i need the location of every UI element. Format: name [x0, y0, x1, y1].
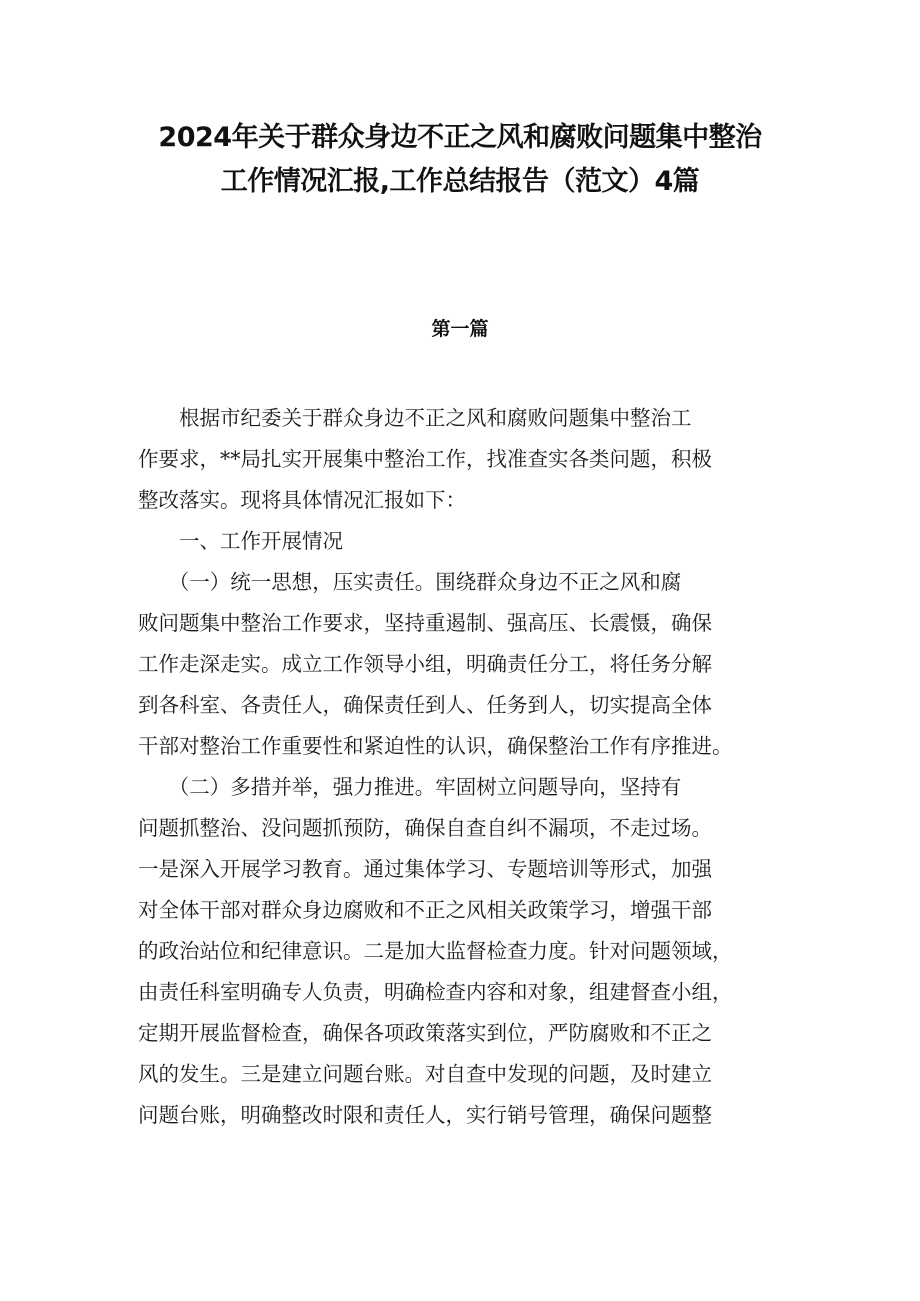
text-line: 定期开展监督检查，确保各项政策落实到位，严防腐败和不正之: [138, 1021, 712, 1045]
text-line: 到各科室、各责任人，确保责任到人、任务到人，切实提高全体: [138, 693, 712, 717]
text-line: 一是深入开展学习教育。通过集体学习、专题培训等形式，加强: [138, 857, 712, 881]
document-title-line-2: 工作情况汇报,工作总结报告（范文）4篇: [220, 166, 700, 197]
text-line: 整改落实。现将具体情况汇报如下：: [138, 488, 466, 512]
text-line: （二）多措并举，强力推进。牢固树立问题导向，坚持有: [138, 775, 682, 799]
text-line: 根据市纪委关于群众身边不正之风和腐败问题集中整治工: [138, 406, 692, 430]
section-heading: 第一篇: [431, 318, 489, 340]
document-title-line-1: 2024年关于群众身边不正之风和腐败问题集中整治: [158, 122, 762, 153]
text-line: 的政治站位和纪律意识。二是加大监督检查力度。针对问题领域，: [138, 939, 733, 963]
text-line: 作要求，**局扎实开展集中整治工作，找准查实各类问题，积极: [138, 447, 712, 471]
text-line: 对全体干部对群众身边腐败和不正之风相关政策学习，增强干部: [138, 898, 712, 922]
paragraph-item-two: [138, 767, 788, 1136]
paragraph-intro: [138, 398, 788, 521]
text-line: 问题台账，明确整改时限和责任人，实行销号管理，确保问题整: [138, 1103, 712, 1127]
text-line: 干部对整治工作重要性和紧迫性的认识，确保整治工作有序推进。: [138, 734, 733, 758]
text-line: 工作走深走实。成立工作领导小组，明确责任分工，将任务分解: [138, 652, 712, 676]
document-title: [100, 116, 820, 204]
text-line: 由责任科室明确专人负责，明确检查内容和对象，组建督查小组，: [138, 980, 733, 1004]
text-line: 风的发生。三是建立问题台账。对自查中发现的问题，及时建立: [138, 1062, 712, 1086]
text-line: 败问题集中整治工作要求，坚持重遏制、强高压、长震慑，确保: [138, 611, 712, 635]
text-line: 问题抓整治、没问题抓预防，确保自查自纠不漏项，不走过场。: [138, 816, 712, 840]
paragraph-item-one: [138, 562, 788, 767]
paragraph-section-one-heading: [138, 521, 788, 562]
document-body: [138, 398, 788, 1136]
text-line: （一）统一思想，压实责任。围绕群众身边不正之风和腐: [138, 570, 682, 594]
text-line: 一、工作开展情况: [138, 529, 343, 553]
